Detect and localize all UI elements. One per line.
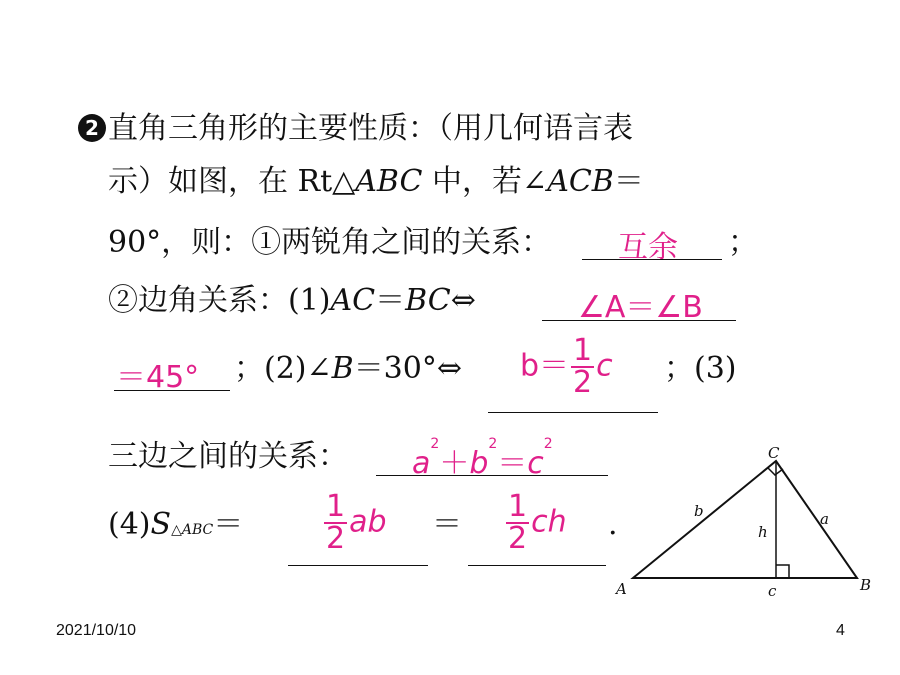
text-line-5 [234,352,462,386]
blank-area-ab [288,565,428,566]
angle-acb: ACB [547,164,614,199]
text-line-4 [108,284,476,318]
equals-sign-1: ＝ [213,507,244,542]
label-vertex-c: C [768,444,780,462]
equals-sign: ＝ [497,446,528,481]
label-vertex-b: B [860,576,872,594]
line4-pre: ②边角关系：(1) [108,283,331,318]
fraction-half [506,489,529,556]
line5-pre: ；(2)∠ [234,351,332,386]
exponent: 2 [543,436,553,452]
text-line-1 [78,112,633,146]
answer-b-half-c [520,333,613,400]
text-line-3 [108,226,551,260]
blank-acute-angles [582,259,722,260]
line2-mid: 中，若∠ [422,164,548,199]
right-angle-mark-foot [776,565,789,578]
number-marker: 2 [78,114,106,142]
label-height-h: h [758,523,768,541]
fraction-numerator: 1 [573,333,593,368]
fraction-denominator: 2 [508,521,528,556]
right-triangle-figure [612,444,882,614]
blank-angle-a-eq-b [542,320,736,321]
line2-post: ＝ [613,164,644,199]
fraction-half [324,489,347,556]
exponent: 2 [488,436,498,452]
var-b: b [469,446,489,481]
label-vertex-a: A [616,580,627,598]
b-equals: b＝ [520,348,570,384]
blank-pythagorean [376,475,608,476]
var-ab: ab [349,504,387,540]
answer-deg45: ＝45° [116,360,200,395]
var-ch: ch [531,504,567,540]
exponent: 2 [430,436,440,452]
answer-area-ab [322,489,387,556]
side-bc: BC [405,283,451,318]
page-number: 4 [836,622,845,639]
fraction-denominator: 2 [326,521,346,556]
answer-area-ch [504,489,567,556]
triangle-abc: ABC [355,164,423,199]
var-c: c [596,348,613,384]
text-line-6 [108,440,348,474]
equals-sign-2: ＝ [432,507,462,542]
line7-pre: (4) [108,507,151,542]
label-side-b: b [694,502,704,520]
line5-post: ；(3) [664,351,737,386]
label-side-a: a [820,510,829,528]
fraction-numerator: 1 [326,489,346,524]
blank-deg45 [114,390,230,391]
var-c: c [527,446,544,481]
var-a: a [412,446,431,481]
area-s: S [150,507,172,542]
line2-pre: 示）如图，在 Rt△ [108,164,356,199]
line5-mid: ＝30°⇔ [353,351,462,386]
blank-b-half-c [488,412,658,413]
line3-semicolon: ； [728,225,758,260]
line6-pre: 三边之间的关系： [108,439,348,474]
line3-pre: 90°，则：①两锐角之间的关系： [108,225,552,260]
fraction-denominator: 2 [573,365,593,400]
period: . [608,507,618,542]
text-line-2 [108,165,644,199]
angle-b: B [331,351,354,386]
answer-acute-angles: 互余 [618,230,678,265]
blank-area-ch [468,565,606,566]
fraction-numerator: 1 [508,489,528,524]
fraction-half [571,333,594,400]
answer-angle-a-eq-b: ∠A＝∠B [578,290,703,325]
equals-sign: ＝ [375,283,406,318]
footer-date: 2021/10/10 [56,622,137,639]
text-line-7 [108,508,243,547]
iff-symbol: ⇔ [450,283,476,318]
area-subscript: △ABC [171,522,214,538]
side-ac: AC [330,283,376,318]
plus-sign: ＋ [439,446,470,481]
label-side-c: c [768,582,777,600]
heading-text: 直角三角形的主要性质：（用几何语言表 [108,111,633,146]
